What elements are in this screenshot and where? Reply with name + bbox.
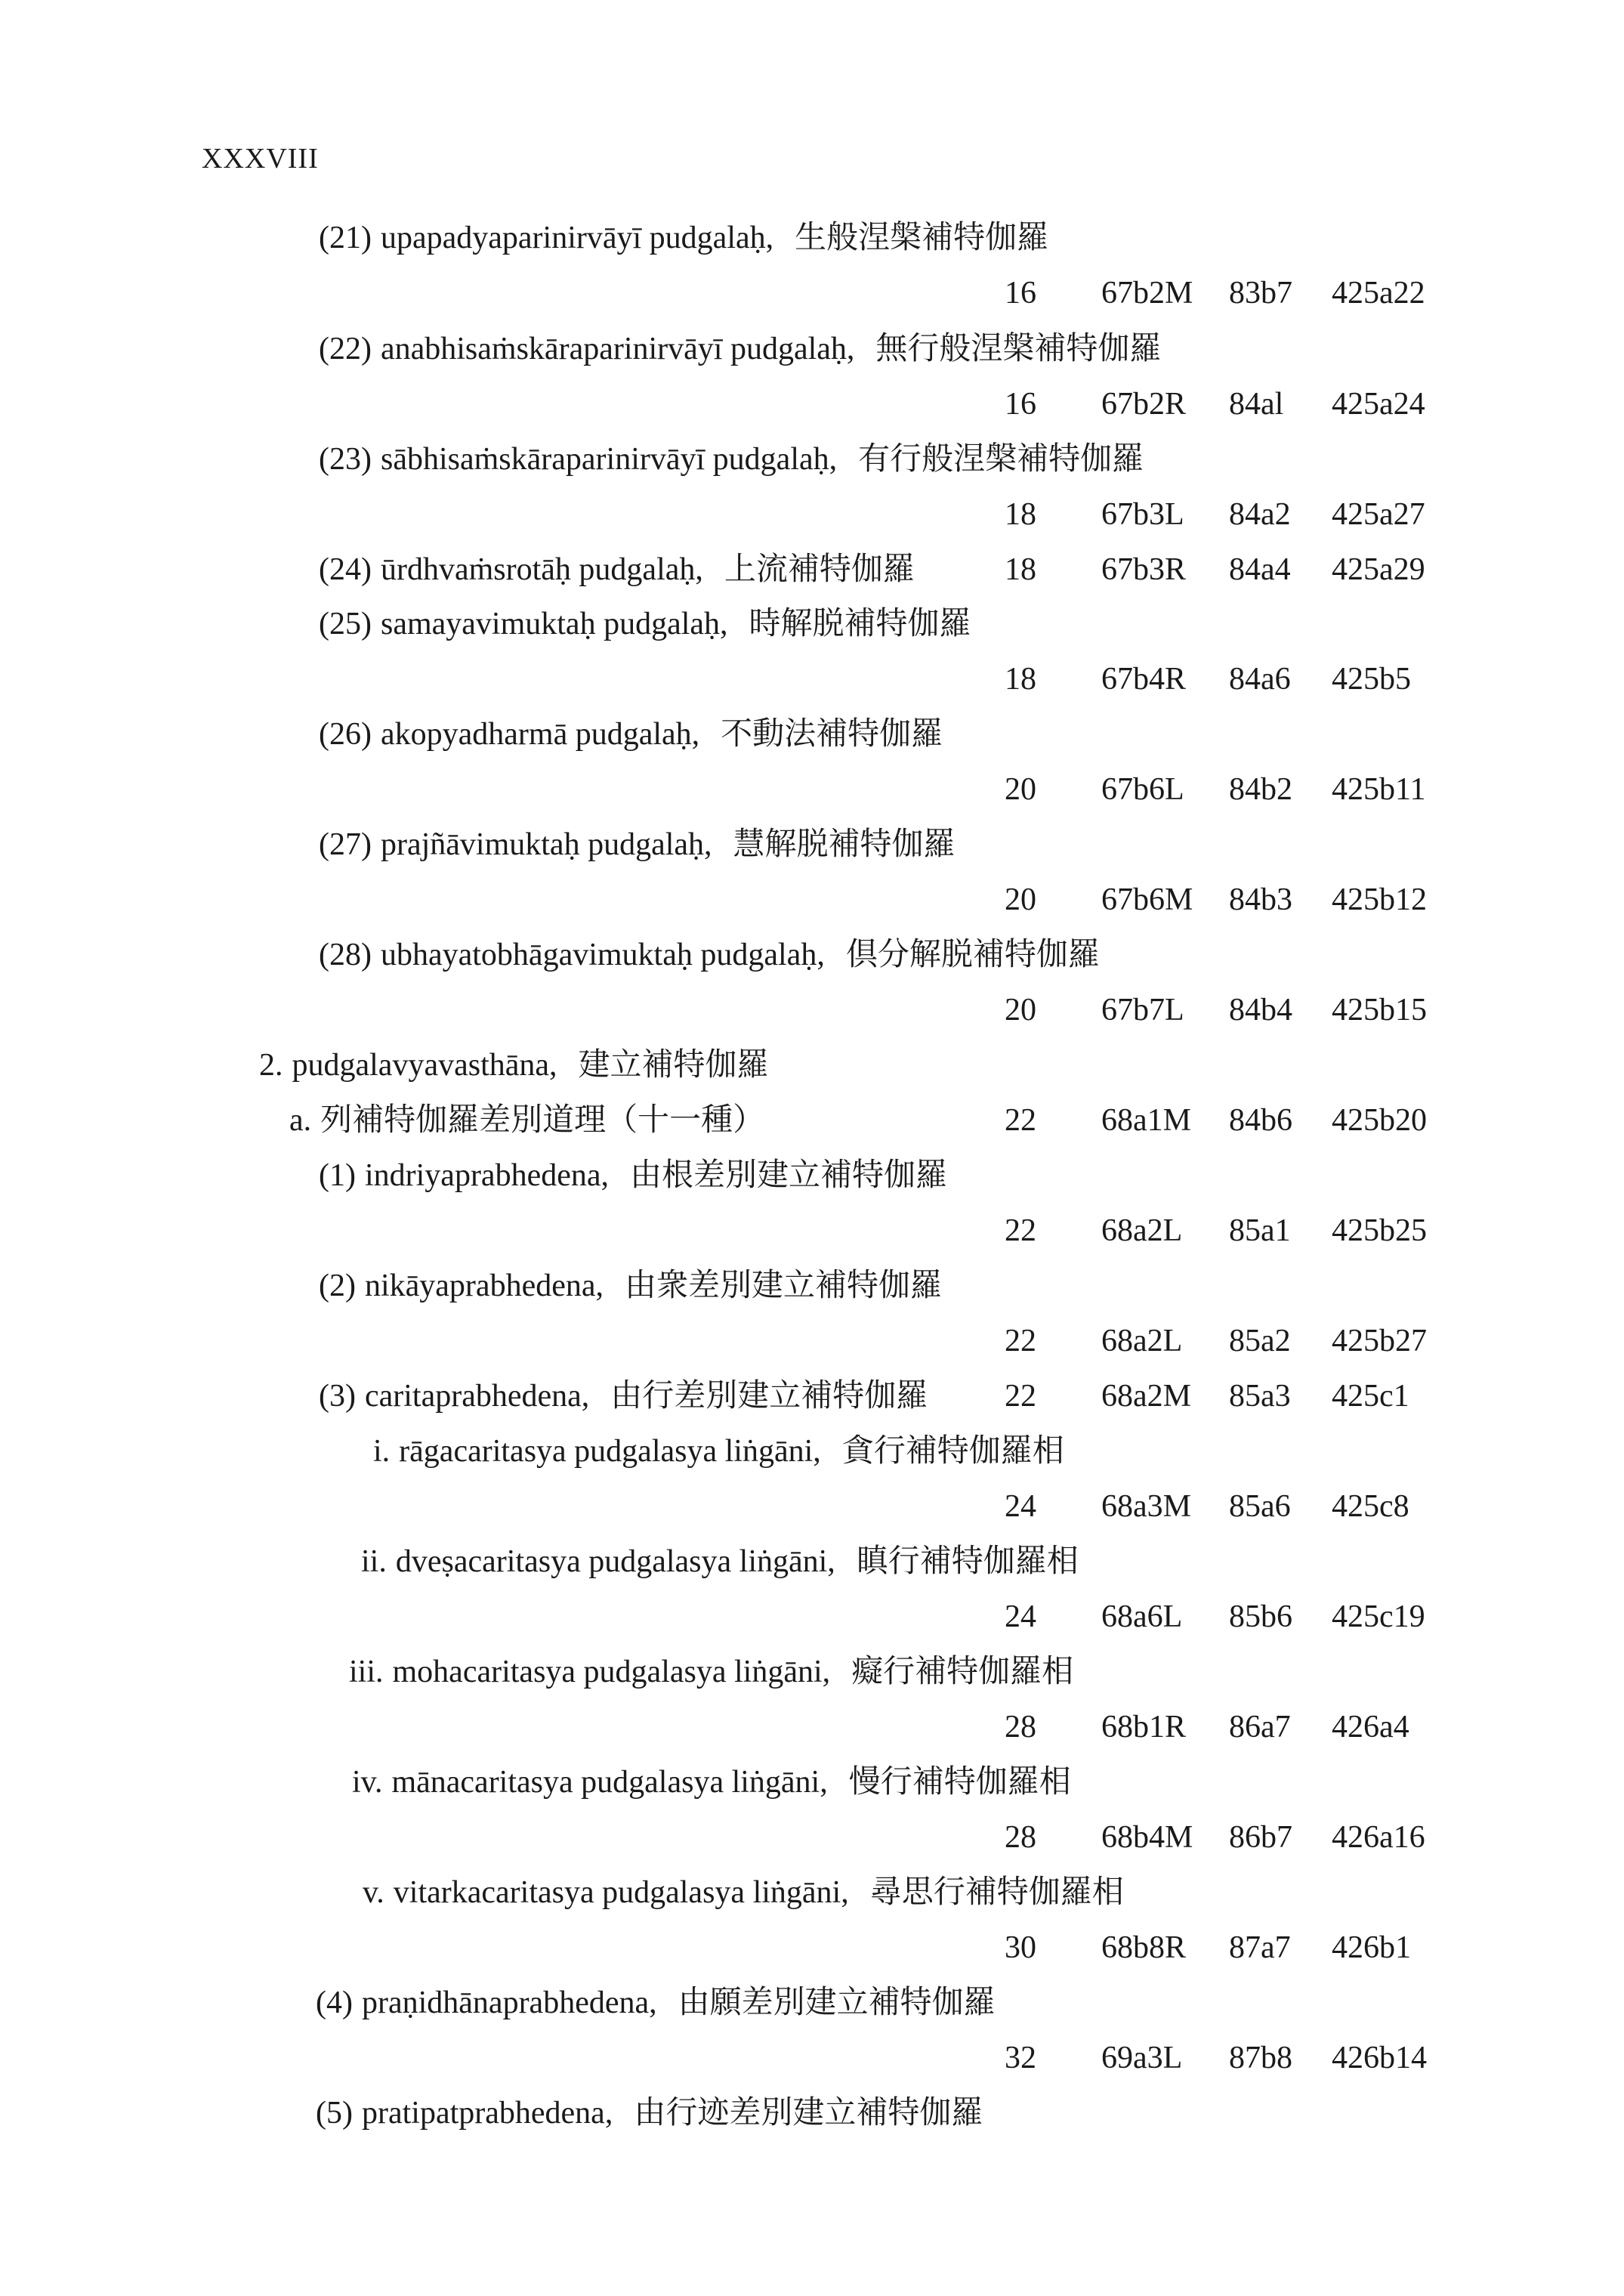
entry-refs: [0, 1212, 1624, 1250]
entry-label: (22): [319, 332, 372, 366]
ref-page: 28: [1005, 1820, 1036, 1855]
entry-refs: [0, 1598, 1624, 1636]
ref-taisho: 425b12: [1332, 882, 1427, 917]
ref-folio: 68a2L: [1101, 1213, 1183, 1248]
ref-edition: 86b7: [1229, 1820, 1292, 1855]
entry-cjk: 由根差別建立補特伽羅: [630, 1158, 948, 1193]
ref-taisho: 426a4: [1332, 1710, 1409, 1744]
section-heading: [259, 1046, 769, 1084]
ref-taisho: 426b14: [1332, 2041, 1427, 2075]
ref-edition: 85a6: [1229, 1489, 1291, 1524]
ref-edition: 84b6: [1229, 1103, 1292, 1138]
entry-text: anabhisaṁskāraparinirvāyī pudgalaḥ,: [380, 332, 855, 366]
entry-text: akopyadharmā pudgalaḥ,: [380, 717, 700, 752]
ref-folio: 68a6L: [1101, 1599, 1183, 1634]
entry-cjk: 倶分解脱補特伽羅: [845, 938, 1100, 972]
toc-entry: [316, 1984, 996, 2022]
ref-page: 22: [1005, 1103, 1036, 1138]
entry-label: (28): [319, 938, 372, 972]
entry-refs: [0, 496, 1624, 533]
entry-text: indriyaprabhedena,: [364, 1158, 610, 1193]
toc-subentry: [363, 1874, 1124, 1911]
ref-taisho: 425b27: [1332, 1324, 1427, 1358]
entry-label: (21): [319, 221, 372, 255]
toc-entry: [319, 826, 956, 864]
entry-text: nikāyaprabhedena,: [364, 1269, 604, 1303]
entry-refs: [0, 881, 1624, 919]
ref-folio: 67b2R: [1101, 387, 1187, 422]
ref-folio: 67b3L: [1101, 497, 1184, 532]
entry-refs: [0, 991, 1624, 1029]
entry-refs: [0, 551, 1624, 589]
ref-folio: 68b1R: [1101, 1710, 1187, 1744]
ref-taisho: 425c1: [1332, 1379, 1409, 1414]
entry-refs: [0, 1377, 1624, 1415]
entry-label: v.: [363, 1875, 384, 1910]
ref-edition: 85a3: [1229, 1379, 1291, 1414]
entry-refs: [0, 1708, 1624, 1746]
toc-subentry: [361, 1543, 1079, 1581]
ref-edition: 85a1: [1229, 1213, 1291, 1248]
ref-page: 30: [1005, 1930, 1036, 1965]
ref-page: 24: [1005, 1489, 1036, 1524]
ref-edition: 84a2: [1229, 497, 1291, 532]
entry-cjk: 有行般涅槃補特伽羅: [858, 442, 1144, 477]
entry-text: praṇidhānaprabhedena,: [361, 1985, 657, 2020]
toc-entry: [316, 2094, 983, 2132]
ref-taisho: 425b25: [1332, 1213, 1427, 1248]
ref-edition: 84a6: [1229, 662, 1291, 697]
entry-cjk: 列補特伽羅差別道理（十一種）: [320, 1103, 765, 1138]
toc-entry: [319, 715, 943, 753]
ref-page: 20: [1005, 772, 1036, 807]
ref-taisho: 425b20: [1332, 1103, 1427, 1138]
toc-entry: [319, 440, 1144, 478]
ref-folio: 67b7L: [1101, 993, 1184, 1027]
entry-label: (26): [319, 717, 372, 752]
ref-edition: 87a7: [1229, 1930, 1291, 1965]
ref-page: 28: [1005, 1710, 1036, 1744]
entry-cjk: 不動法補特伽羅: [721, 717, 943, 752]
ref-page: 16: [1005, 276, 1036, 311]
entry-cjk: 慧解脱補特伽羅: [733, 827, 956, 862]
entry-cjk: 貪行補特伽羅相: [841, 1434, 1064, 1469]
ref-edition: 84b3: [1229, 882, 1292, 917]
entry-text: sābhisaṁskāraparinirvāyī pudgalaḥ,: [380, 442, 838, 477]
entry-label: (3): [319, 1379, 356, 1414]
entry-label: iv.: [352, 1765, 383, 1800]
ref-taisho: 425a27: [1332, 497, 1425, 532]
entry-cjk: 無行般涅槃補特伽羅: [875, 332, 1162, 366]
toc-subentry: [373, 1432, 1064, 1470]
ref-folio: 67b3R: [1101, 552, 1187, 587]
entry-label: (23): [319, 442, 372, 477]
ref-edition: 83b7: [1229, 276, 1292, 311]
ref-edition: 84b2: [1229, 772, 1292, 807]
entry-label: iii.: [349, 1655, 384, 1689]
ref-page: 16: [1005, 387, 1036, 422]
toc-entry: [319, 1267, 942, 1305]
toc-entry: [319, 219, 1048, 257]
entry-cjk: 上流補特伽羅: [724, 552, 915, 587]
entry-text: rāgacaritasya pudgalasya liṅgāni,: [399, 1434, 821, 1469]
toc-subentry: [352, 1763, 1071, 1801]
entry-label: 2.: [259, 1048, 283, 1083]
ref-folio: 69a3L: [1101, 2041, 1183, 2075]
ref-taisho: 425a24: [1332, 387, 1425, 422]
ref-folio: 68a2L: [1101, 1324, 1183, 1358]
entry-refs: [0, 1929, 1624, 1967]
toc-entry: [319, 605, 971, 643]
entry-label: (2): [319, 1269, 356, 1303]
ref-page: 18: [1005, 497, 1036, 532]
entry-label: (25): [319, 607, 372, 641]
ref-folio: 67b2M: [1101, 276, 1193, 311]
ref-edition: 86a7: [1229, 1710, 1291, 1744]
ref-taisho: 425b11: [1332, 772, 1426, 807]
ref-page: 18: [1005, 552, 1036, 587]
entry-cjk: 由行迹差別建立補特伽羅: [634, 2096, 983, 2131]
ref-folio: 68a2M: [1101, 1379, 1191, 1414]
entry-cjk: 生般涅槃補特伽羅: [795, 221, 1049, 255]
ref-page: 24: [1005, 1599, 1036, 1634]
ref-taisho: 426a16: [1332, 1820, 1425, 1855]
ref-edition: 85b6: [1229, 1599, 1292, 1634]
toc-entry: [319, 330, 1161, 368]
ref-page: 22: [1005, 1324, 1036, 1358]
entry-label: (1): [319, 1158, 356, 1193]
entry-label: (5): [316, 2096, 353, 2131]
ref-folio: 67b6M: [1101, 882, 1193, 917]
entry-text: dveṣacaritasya pudgalasya liṅgāni,: [395, 1544, 835, 1579]
entry-text: upapadyaparinirvāyī pudgalaḥ,: [380, 221, 774, 255]
entry-label: (24): [319, 552, 372, 587]
entry-text: mohacaritasya pudgalasya liṅgāni,: [392, 1655, 831, 1689]
entry-cjk: 尋思行補特伽羅相: [869, 1875, 1124, 1910]
ref-page: 20: [1005, 993, 1036, 1027]
entry-label: (27): [319, 827, 372, 862]
entry-refs: [0, 2039, 1624, 2077]
ref-folio: 68a1M: [1101, 1103, 1191, 1138]
ref-edition: 84a4: [1229, 552, 1291, 587]
entry-label: i.: [373, 1434, 391, 1469]
entry-refs: [0, 771, 1624, 808]
entry-text: prajñāvimuktaḥ pudgalaḥ,: [380, 827, 712, 862]
toc-entry: [319, 1157, 947, 1194]
ref-taisho: 425a29: [1332, 552, 1425, 587]
entry-refs: [0, 1322, 1624, 1360]
ref-folio: 67b6L: [1101, 772, 1184, 807]
entry-refs: [0, 1819, 1624, 1856]
entry-cjk: 由行差別建立補特伽羅: [610, 1379, 928, 1414]
ref-page: 32: [1005, 2041, 1036, 2075]
entry-text: samayavimuktaḥ pudgalaḥ,: [380, 607, 728, 641]
toc-entry: [319, 936, 1100, 974]
ref-taisho: 425b5: [1332, 662, 1411, 697]
ref-folio: 67b4R: [1101, 662, 1187, 697]
entry-label: ii.: [361, 1544, 387, 1579]
ref-taisho: 425a22: [1332, 276, 1425, 311]
ref-edition: 84b4: [1229, 993, 1292, 1027]
entry-text: ubhayatobhāgavimuktaḥ pudgalaḥ,: [380, 938, 825, 972]
entry-text: ūrdhvaṁsrotāḥ pudgalaḥ,: [380, 552, 703, 587]
entry-label: (4): [316, 1985, 353, 2020]
entry-text: pudgalavyavasthāna,: [292, 1048, 557, 1083]
entry-cjk: 癡行補特伽羅相: [851, 1655, 1074, 1689]
entry-cjk: 建立補特伽羅: [578, 1048, 769, 1083]
toc-subentry: [349, 1653, 1073, 1691]
entry-text: caritaprabhedena,: [364, 1379, 590, 1414]
entry-text: pratipatprabhedena,: [361, 2096, 613, 2131]
entry-text: vitarkacaritasya pudgalasya liṅgāni,: [393, 1875, 849, 1910]
entry-refs: [0, 274, 1624, 312]
ref-folio: 68b4M: [1101, 1820, 1193, 1855]
ref-edition: 87b8: [1229, 2041, 1292, 2075]
ref-taisho: 425b15: [1332, 993, 1427, 1027]
ref-page: 18: [1005, 662, 1036, 697]
entry-refs: [0, 385, 1624, 423]
ref-taisho: 425c19: [1332, 1599, 1425, 1634]
ref-page: 22: [1005, 1379, 1036, 1414]
ref-folio: 68a3M: [1101, 1489, 1191, 1524]
ref-page: 22: [1005, 1213, 1036, 1248]
entry-cjk: 慢行補特伽羅相: [848, 1765, 1071, 1800]
ref-taisho: 425c8: [1332, 1489, 1409, 1524]
ref-folio: 68b8R: [1101, 1930, 1187, 1965]
entry-cjk: 時解脱補特伽羅: [749, 607, 971, 641]
ref-page: 20: [1005, 882, 1036, 917]
entry-cjk: 瞋行補特伽羅相: [856, 1544, 1079, 1579]
entry-cjk: 由衆差別建立補特伽羅: [625, 1269, 943, 1303]
entry-cjk: 由願差別建立補特伽羅: [678, 1985, 996, 2020]
entry-label: a.: [289, 1103, 312, 1138]
entry-refs: [0, 1102, 1624, 1139]
entry-refs: [0, 1488, 1624, 1525]
ref-edition: 84al: [1229, 387, 1284, 422]
entry-refs: [0, 660, 1624, 698]
ref-edition: 85a2: [1229, 1324, 1291, 1358]
page-number: XXXVIII: [202, 143, 319, 175]
ref-taisho: 426b1: [1332, 1930, 1411, 1965]
entry-text: mānacaritasya pudgalasya liṅgāni,: [391, 1765, 828, 1800]
